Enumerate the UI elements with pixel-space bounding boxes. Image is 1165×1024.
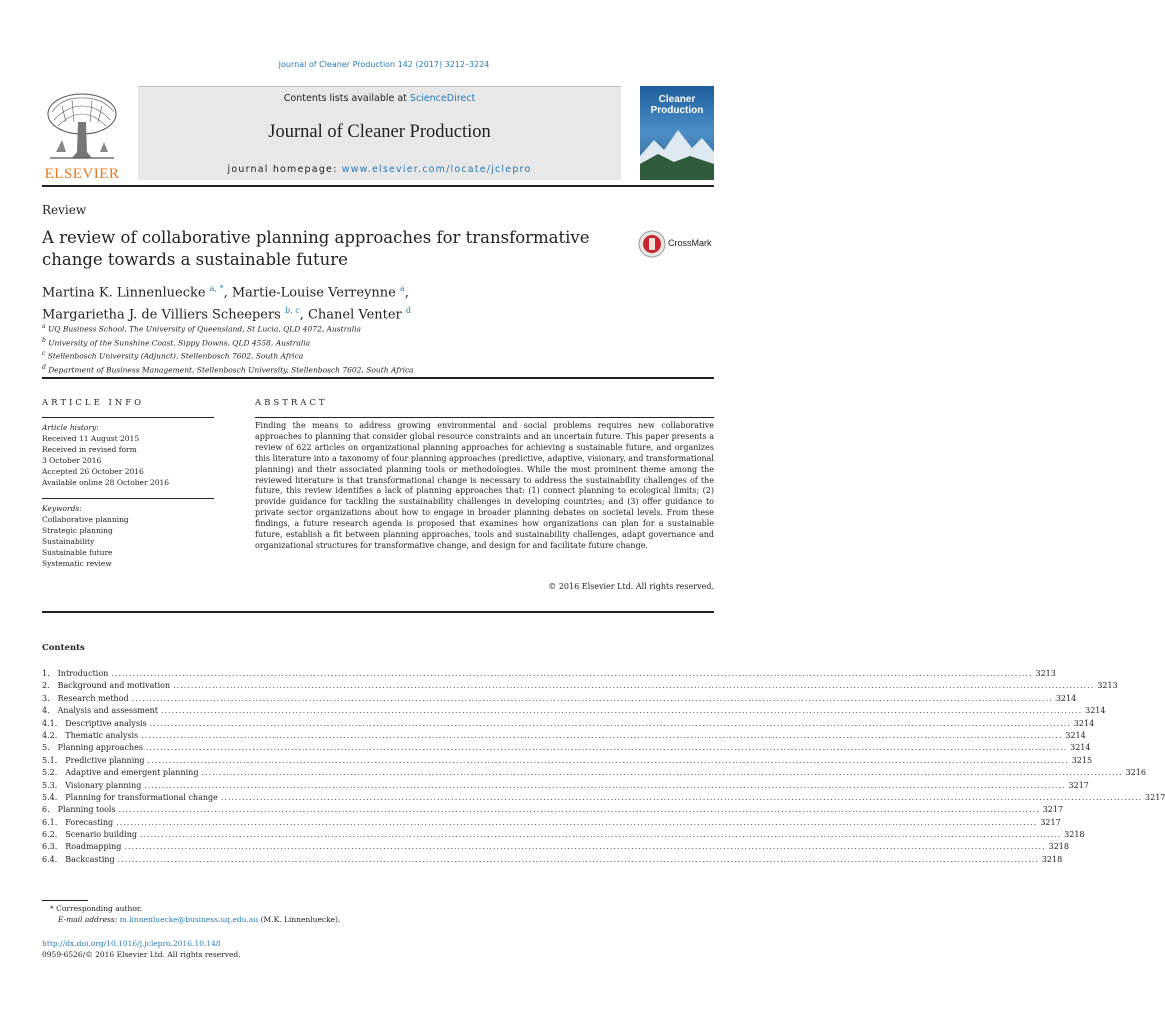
footnote-rule bbox=[42, 900, 88, 901]
keyword: Sustainability bbox=[42, 537, 95, 546]
email-link[interactable]: m.linnenluecke@business.uq.edu.au bbox=[119, 915, 259, 924]
footnote-mark: * bbox=[50, 904, 54, 913]
author-affiliation-mark[interactable]: a, * bbox=[209, 284, 224, 293]
keyword: Systematic review bbox=[42, 559, 112, 568]
email-line bbox=[42, 914, 340, 925]
toc-number: 4.1. bbox=[42, 718, 58, 728]
toc-entry[interactable] bbox=[42, 680, 1118, 692]
journal-title: Journal of Cleaner Production bbox=[268, 122, 491, 142]
author-affiliation-mark[interactable]: a bbox=[400, 284, 405, 293]
toc-entry[interactable] bbox=[42, 705, 1106, 717]
toc-entry[interactable] bbox=[42, 668, 1056, 680]
abstract-copyright: © 2016 Elsevier Ltd. All rights reserved. bbox=[548, 582, 714, 591]
cover-title-line2: Production bbox=[650, 105, 704, 116]
toc-entry[interactable] bbox=[42, 742, 1091, 754]
affiliation-text: Stellenbosch University (Adjunct), Stellenbosch 7602, South Africa bbox=[47, 351, 304, 361]
toc-leader-dots: .................................................................................................................................................................................................................................................................... bbox=[124, 842, 1046, 852]
author-list bbox=[42, 280, 602, 325]
toc-page-number[interactable]: 3217 bbox=[1145, 792, 1165, 802]
toc-number: 1. bbox=[42, 669, 50, 678]
toc-number: 5.2. bbox=[42, 768, 58, 778]
toc-label[interactable]: Planning approaches bbox=[57, 743, 143, 753]
author-separator: , bbox=[404, 285, 409, 301]
article-info-rule bbox=[42, 417, 214, 418]
toc-leader-dots: .................................................................................................................................................................................................................................................................... bbox=[145, 743, 1068, 753]
author[interactable]: Margarietha J. de Villiers Scheepers bbox=[42, 307, 281, 323]
article-title-line2: change towards a sustainable future bbox=[42, 250, 348, 269]
affiliations bbox=[42, 321, 414, 375]
toc-number: 4.2. bbox=[42, 730, 58, 740]
abstract-heading: ABSTRACT bbox=[255, 398, 328, 408]
crossmark-icon bbox=[638, 230, 666, 258]
footnote bbox=[42, 903, 340, 925]
keywords-rule bbox=[42, 498, 214, 499]
abstract-rule bbox=[255, 417, 714, 418]
toc-page-number[interactable]: 3217 bbox=[1042, 805, 1064, 815]
table-of-contents bbox=[42, 668, 1165, 866]
toc-leader-dots: .................................................................................................................................................................................................................................................................... bbox=[149, 718, 1071, 728]
keyword: Sustainable future bbox=[42, 548, 113, 557]
toc-entry[interactable] bbox=[42, 804, 1064, 816]
toc-leader-dots: .................................................................................................................................................................................................................................................................... bbox=[147, 755, 1069, 765]
author-separator: , bbox=[299, 307, 308, 323]
issn-copyright: 0959-6526/© 2016 Elsevier Ltd. All rights reserved. bbox=[42, 950, 241, 959]
toc-page-number[interactable]: 3213 bbox=[1097, 681, 1118, 691]
toc-label[interactable]: Research method bbox=[57, 693, 129, 703]
toc-leader-dots: .................................................................................................................................................................................................................................................................... bbox=[160, 706, 1083, 716]
author[interactable]: Martie-Louise Verreynne bbox=[231, 285, 396, 301]
keywords bbox=[42, 503, 129, 569]
toc-page-number[interactable]: 3218 bbox=[1064, 830, 1085, 840]
toc-label[interactable]: Descriptive analysis bbox=[65, 718, 147, 728]
toc-leader-dots: .................................................................................................................................................................................................................................................................... bbox=[118, 805, 1040, 815]
history-item: Accepted 26 October 2016 bbox=[42, 467, 144, 476]
toc-number: 6.4. bbox=[42, 854, 58, 864]
toc-number: 3. bbox=[42, 693, 50, 703]
toc-page-number[interactable]: 3213 bbox=[1035, 669, 1056, 678]
cover-title-line1: Cleaner bbox=[658, 94, 696, 105]
toc-number: 5.1. bbox=[42, 755, 58, 765]
header-rule bbox=[42, 185, 714, 187]
toc-leader-dots: .................................................................................................................................................................................................................................................................... bbox=[139, 830, 1062, 840]
toc-entry[interactable] bbox=[42, 718, 1095, 730]
toc-number: 6.1. bbox=[42, 817, 58, 827]
toc-label[interactable]: Planning for transformational change bbox=[65, 792, 218, 802]
author-separator: , bbox=[223, 285, 232, 301]
toc-entry[interactable] bbox=[42, 755, 1093, 767]
toc-entry[interactable] bbox=[42, 829, 1085, 841]
toc-number: 6. bbox=[42, 805, 50, 815]
affiliation-mark: b bbox=[42, 336, 46, 344]
journal-citation[interactable]: Journal of Cleaner Production 142 (2017) 3212–3224 bbox=[278, 60, 490, 69]
email-label: E-mail address: bbox=[58, 915, 120, 924]
homepage-label: journal homepage: bbox=[227, 164, 342, 175]
toc-label[interactable]: Scenario building bbox=[65, 830, 137, 840]
journal-cover-thumbnail[interactable] bbox=[640, 86, 714, 180]
contents-available-line bbox=[138, 93, 621, 104]
toc-entry[interactable] bbox=[42, 817, 1061, 829]
crossmark-label[interactable]: CrossMark bbox=[668, 238, 712, 248]
homepage-link[interactable]: www.elsevier.com/locate/jclepro bbox=[341, 164, 532, 175]
keyword: Strategic planning bbox=[42, 526, 113, 535]
masthead-top-rule bbox=[138, 86, 621, 87]
toc-page-number[interactable]: 3218 bbox=[1048, 842, 1069, 852]
toc-leader-dots: .................................................................................................................................................................................................................................................................... bbox=[116, 817, 1038, 827]
toc-label[interactable]: Thematic analysis bbox=[65, 730, 139, 740]
author-affiliation-mark[interactable]: b, c bbox=[285, 306, 300, 316]
toc-label[interactable]: Visionary planning bbox=[65, 780, 142, 790]
cover-mountain-image bbox=[640, 126, 714, 180]
toc-entry[interactable] bbox=[42, 841, 1069, 853]
toc-leader-dots: .................................................................................................................................................................................................................................................................... bbox=[111, 669, 1033, 678]
toc-label[interactable]: Roadmapping bbox=[65, 842, 122, 852]
toc-label[interactable]: Introduction bbox=[57, 669, 109, 678]
affiliation-text: Department of Business Management, Stellenbosch University, Stellenbosch 7602, South Africa bbox=[48, 365, 414, 374]
toc-leader-dots: .................................................................................................................................................................................................................................................................... bbox=[117, 854, 1039, 864]
toc-label[interactable]: Predictive planning bbox=[65, 755, 145, 765]
toc-leader-dots: .................................................................................................................................................................................................................................................................... bbox=[201, 768, 1123, 778]
toc-page-number[interactable]: 3214 bbox=[1065, 730, 1086, 740]
toc-leader-dots: .................................................................................................................................................................................................................................................................... bbox=[173, 681, 1095, 691]
article-info-heading: ARTICLE INFO bbox=[42, 398, 145, 408]
affiliation-mark: a bbox=[42, 323, 46, 330]
keywords-label: Keywords: bbox=[42, 504, 82, 513]
history-item: Available online 28 October 2016 bbox=[42, 478, 170, 487]
corresponding-author-text: Corresponding author. bbox=[56, 904, 143, 913]
toc-leader-dots: .................................................................................................................................................................................................................................................................... bbox=[141, 730, 1063, 740]
toc-leader-dots: .................................................................................................................................................................................................................................................................... bbox=[220, 792, 1143, 802]
toc-number: 6.2. bbox=[42, 830, 58, 840]
toc-entry[interactable] bbox=[42, 792, 1165, 804]
email-owner: (M.K. Linnenluecke). bbox=[258, 915, 341, 924]
elsevier-wordmark: ELSEVIER bbox=[44, 166, 120, 182]
toc-number: 2. bbox=[42, 681, 50, 691]
affiliation bbox=[42, 362, 414, 376]
corresponding-author-note bbox=[42, 903, 340, 914]
cover-title bbox=[640, 94, 714, 116]
toc-entry[interactable] bbox=[42, 693, 1077, 705]
affiliation-mark: d bbox=[42, 363, 46, 371]
affiliation bbox=[42, 348, 414, 362]
toc-leader-dots: .................................................................................................................................................................................................................................................................... bbox=[144, 780, 1066, 790]
article-info-bottom-rule bbox=[42, 611, 714, 613]
history-item: 3 October 2016 bbox=[42, 456, 102, 465]
toc-entry[interactable] bbox=[42, 767, 1146, 779]
toc-number: 6.3. bbox=[42, 842, 58, 852]
keyword: Collaborative planning bbox=[42, 515, 129, 524]
toc-entry[interactable] bbox=[42, 780, 1089, 792]
doi-link[interactable]: http://dx.doi.org/10.1016/j.jclepro.2016.10.148 bbox=[42, 939, 221, 948]
crossmark-badge[interactable] bbox=[638, 230, 666, 262]
toc-entry[interactable] bbox=[42, 854, 1063, 866]
article-history bbox=[42, 422, 169, 488]
affiliation-mark: c bbox=[42, 350, 46, 357]
toc-page-number[interactable]: 3218 bbox=[1041, 854, 1063, 864]
toc-label[interactable]: Backcasting bbox=[65, 854, 115, 864]
toc-label[interactable]: Analysis and assessment bbox=[57, 706, 158, 716]
toc-number: 5.4. bbox=[42, 792, 58, 802]
toc-label[interactable]: Adaptive and emergent planning bbox=[65, 768, 199, 778]
history-item: Received 11 August 2015 bbox=[42, 434, 140, 443]
author[interactable]: Martina K. Linnenluecke bbox=[42, 285, 206, 301]
toc-leader-dots: .................................................................................................................................................................................................................................................................... bbox=[131, 693, 1053, 703]
affiliation-text: UQ Business School, The University of Queensland, St Lucia, QLD 4072, Australia bbox=[47, 324, 361, 334]
history-item: Received in revised form bbox=[42, 445, 137, 454]
toc-number: 5.3. bbox=[42, 780, 58, 790]
article-title bbox=[42, 227, 612, 271]
toc-label[interactable]: Planning tools bbox=[57, 805, 116, 815]
toc-page-number[interactable]: 3215 bbox=[1071, 755, 1093, 765]
toc-page-number[interactable]: 3216 bbox=[1125, 768, 1146, 778]
toc-label[interactable]: Background and motivation bbox=[57, 681, 171, 691]
toc-page-number[interactable]: 3214 bbox=[1055, 693, 1077, 703]
history-label: Article history: bbox=[42, 423, 99, 432]
toc-number: 4. bbox=[42, 706, 50, 716]
sciencedirect-link[interactable]: ScienceDirect bbox=[409, 93, 476, 104]
toc-page-number[interactable]: 3217 bbox=[1040, 817, 1061, 827]
article-title-line1: A review of collaborative planning approaches for transformative bbox=[42, 228, 590, 247]
author[interactable]: Chanel Venter bbox=[307, 307, 402, 323]
affiliation bbox=[42, 321, 414, 335]
section-type: Review bbox=[42, 203, 87, 217]
journal-homepage-line bbox=[138, 164, 621, 175]
toc-page-number[interactable]: 3214 bbox=[1070, 743, 1091, 753]
affiliation bbox=[42, 335, 414, 349]
toc-page-number[interactable]: 3217 bbox=[1068, 780, 1089, 790]
author-affiliation-mark[interactable]: d bbox=[405, 306, 412, 316]
abstract-text: Finding the means to address growing environmental and social problems requires new collaborative approaches to planning that consider global resource constraints and an uncertain future. This paper presents a review of 622 articles on organizational planning approaches for achieving a sustainable future, and organizes this literature into a taxonomy of four planning approaches (predictive, adaptive, visionary, and transformational planning) and their associated planning tools or methodologies. While the most prominent theme among the reviewed literature is that transformational change is necessary to address the sustainability challenges of the future, this review identifies a lack of planning approaches that: (1) connect planning to ecological limits; (2) provide guidance for tackling the sustainability challenges in developing countries; and (3) offer guidance to private sector organizations about how to engage in broader planning debates on societal levels. From these findings, a future research agenda is proposed that examines how organizations can plan for a sustainable future, establish a fit between planning approaches, tools and sustainability challenges, adapt governance and organizational structures for transformative change, and design for and facilitate future change. bbox=[255, 421, 714, 550]
toc-entry[interactable] bbox=[42, 730, 1086, 742]
doi-block bbox=[42, 938, 241, 960]
article-info-top-rule bbox=[42, 377, 714, 379]
toc-label[interactable]: Forecasting bbox=[65, 817, 114, 827]
contents-available-text: Contents lists available at bbox=[283, 93, 410, 104]
toc-number: 5. bbox=[42, 743, 50, 753]
contents-heading: Contents bbox=[42, 643, 85, 653]
affiliation-text: University of the Sunshine Coast, Sippy Downs, QLD 4558, Australia bbox=[48, 338, 311, 347]
toc-page-number[interactable]: 3214 bbox=[1073, 718, 1095, 728]
toc-page-number[interactable]: 3214 bbox=[1085, 706, 1106, 716]
